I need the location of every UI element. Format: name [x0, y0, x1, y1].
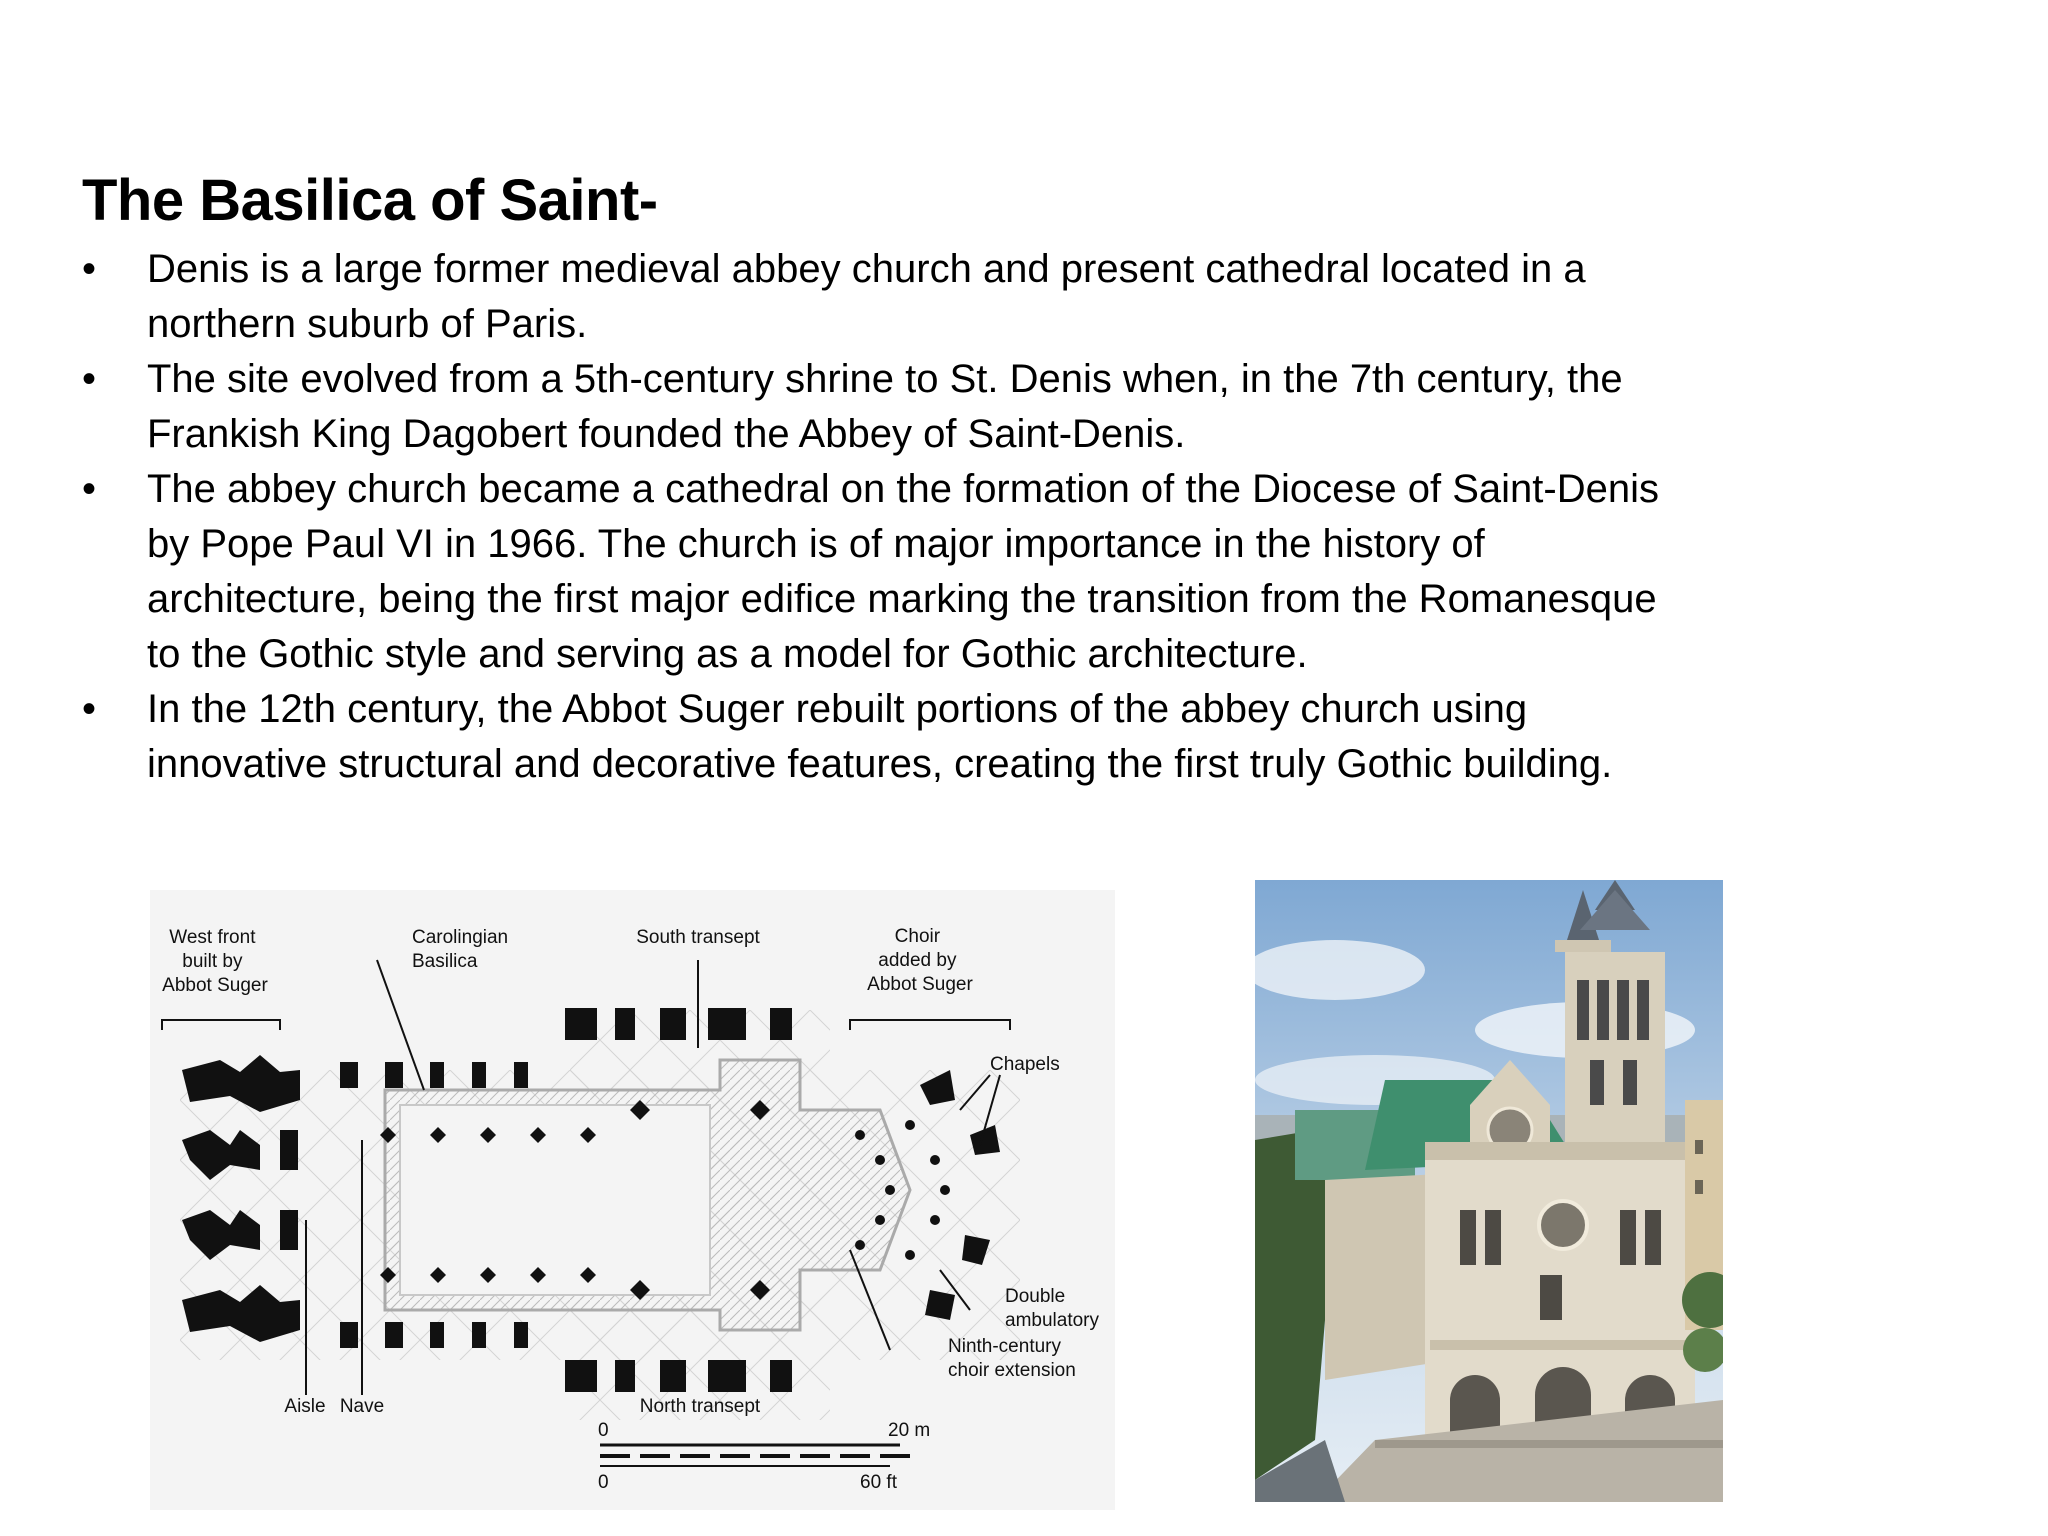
scale-ft-label: 60 ft: [860, 1472, 897, 1493]
label-north-transept: North transept: [639, 1396, 761, 1417]
bullet-text: The site evolved from a 5th-century shrine to St. Denis when, in the 7th century, the Frankish King Dagobert founded the Abbey of Saint-Denis.: [147, 357, 1623, 456]
label-aisle: Aisle: [284, 1396, 326, 1417]
label-nave: Nave: [339, 1396, 385, 1417]
slide-title: The Basilica of Saint-: [82, 168, 658, 233]
bullet-item: [82, 242, 1692, 352]
floor-plan-image: [150, 890, 1115, 1510]
basilica-illustration: [1255, 880, 1723, 1502]
label-double-ambulatory: Double ambulatory: [1005, 1286, 1099, 1331]
bullet-item: [82, 682, 1692, 792]
bullet-item: [82, 352, 1692, 462]
floor-plan-drawing: [150, 890, 1115, 1510]
bullet-icon: •: [82, 467, 97, 511]
label-choir: Choir added by Abbot Suger: [867, 926, 973, 995]
bullet-item: [82, 462, 1692, 682]
label-carolingian: Carolingian Basilica: [412, 927, 509, 972]
bullet-icon: •: [82, 357, 97, 401]
scale-bar: [598, 1420, 930, 1493]
bullet-text: In the 12th century, the Abbot Suger rebuilt portions of the abbey church using innovative structural and decorative features, creating the first truly Gothic building.: [147, 687, 1613, 786]
label-west-front: West front built by Abbot Suger: [162, 927, 268, 996]
scale-zero-top: 0: [598, 1420, 609, 1441]
scale-m-label: 20 m: [888, 1420, 931, 1441]
label-south-transept: South transept: [636, 927, 760, 948]
bullet-text: Denis is a large former medieval abbey church and present cathedral located in a northern suburb of Paris.: [147, 247, 1586, 346]
bullet-icon: •: [82, 687, 97, 731]
bullet-icon: •: [82, 247, 97, 291]
basilica-photo: [1255, 880, 1723, 1502]
label-chapels: Chapels: [990, 1054, 1060, 1075]
bullet-text: The abbey church became a cathedral on the formation of the Diocese of Saint-Denis by Pope Paul VI in 1966. The church is of major importance in the history of architecture, being the first major edifice marking the transition from the Romanesque to the Gothic style and serving as a model for Gothic architecture.: [147, 467, 1659, 676]
bullet-list: [82, 242, 1692, 792]
label-ninth-century: Ninth-century choir extension: [948, 1336, 1076, 1381]
scale-zero-bottom: 0: [598, 1472, 609, 1493]
